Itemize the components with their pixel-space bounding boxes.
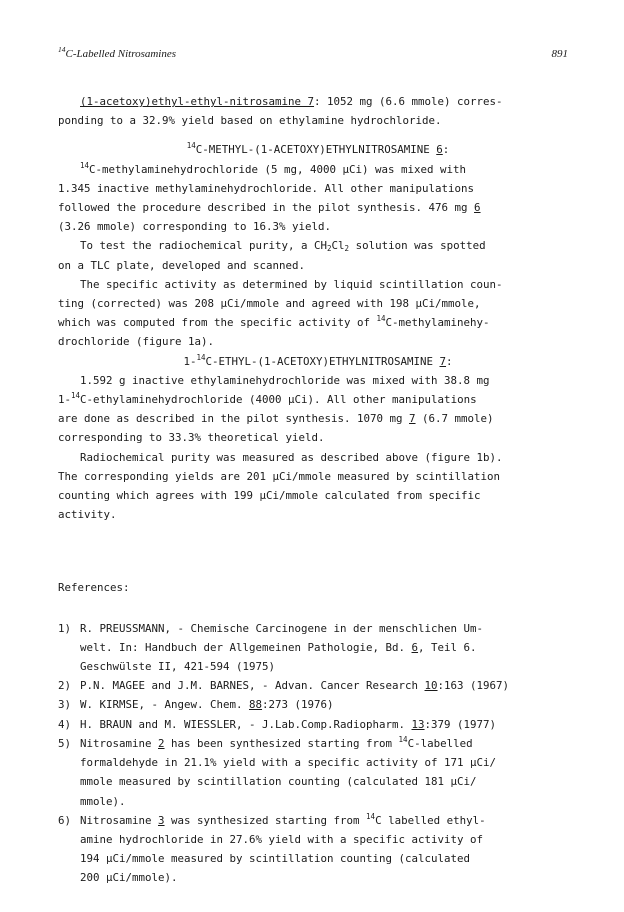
volume-number: 6 [411,640,419,654]
volume-number: 13 [411,717,425,731]
section-heading-methyl: $^{14}$C-METHYL-(1-ACETOXY)ETHYLNITROSAMINE 6: [186,141,450,157]
body-text [58,92,578,888]
paragraph-2: $^{14}$C-methylaminehydrochloride (5 mg, 4000 µCi) was mixed with 1.345 inactive methylaminehydrochloride. All other manipulations followed the procedure described in the pilot synthesis. 476 mg 6 (3.26 mmole) corresponding to 16.3% yield. [58,160,481,234]
title-superscript: 14 [58,45,66,54]
compound-number: 7 [409,412,416,426]
compound-number: 7 [439,354,447,368]
reference-item: 2) P.N. MAGEE and J.M. BARNES, - Advan. Cancer Research 10:163 (1967) [58,676,578,695]
reference-number: 6) [58,813,72,827]
running-title-text: C-Labelled Nitrosamines [65,48,177,60]
reference-number: 3) [58,698,72,712]
paragraph-3: To test the radiochemical purity, a $CH_2Cl_2$ solution was spotted on a TLC plate, developed and scanned. [58,239,486,272]
reference-number: 1) [58,621,72,635]
reference-item: 4) H. BRAUN and M. WIESSLER, - J.Lab.Comp.Radiopharm. 13:379 (1977) [58,715,578,734]
references-heading: References: [58,581,130,595]
volume-number: 88 [249,698,263,712]
running-title [58,45,177,60]
section-gap [58,524,578,578]
paragraph-6: Radiochemical purity was measured as described above (figure 1b). The corresponding yields are 201 µCi/mmole measured by scintillation counting which agrees with 199 µCi/mmole calculated from specific activity. [58,450,503,522]
reference-item: 5) Nitrosamine 2 has been synthesized starting from $^{14}$C-labelled formaldehyde in 21.1% yield with a specific activity of 171 µCi/ mmole measured by scintillation counting (calculated 181 µCi/ mmole). [58,734,497,808]
reference-item: 1) R. PREUSSMANN, - Chemische Carcinogene in der menschlichen Um- welt. In: Handbuch der Allgemeinen Pathologie, Bd. 6, Teil 6. Geschwülste II, 421-594 (1975) [58,619,578,677]
running-header [58,45,568,64]
compound-number: 3 [158,813,165,827]
compound-number: 7 [307,95,315,108]
compound-number: 6 [474,201,481,215]
volume-number: 10 [424,679,438,693]
reference-number: 4) [58,717,72,731]
paragraph-5: 1.592 g inactive ethylaminehydrochloride was mixed with 38.8 mg 1-$^{14}$C-ethylaminehydrochloride (4000 µCi). All other manipulations are done as described in the pilot synthesis. 1070 mg 7 (6.7 mmole) corresponding to 33.3% theoretical yield. [58,373,494,445]
reference-list [58,619,578,888]
reference-number: 5) [58,736,72,750]
section-heading-ethyl: 1-$^{14}$C-ETHYL-(1-ACETOXY)ETHYLNITROSAMINE 7: [183,352,453,368]
reference-number: 2) [58,679,72,693]
compound-name: (1-acetoxy)ethyl-ethyl-nitrosamine [80,95,308,108]
compound-number: 2 [158,736,165,750]
reference-item: 6) Nitrosamine 3 was synthesized starting from $^{14}$C labelled ethyl- amine hydrochloride in 27.6% yield with a specific activity of 194 µCi/mmole measured by scintillation counting (calculated 200 µCi/mmole). [58,811,486,885]
paragraph-4: The specific activity as determined by liquid scintillation coun- ting (corrected) was 208 µCi/mmole and agreed with 198 µCi/mmole, which was computed from the specific activity of $^{14}$C-methylaminehy- drochloride (figure 1a). [58,277,503,349]
page-number: 891 [551,48,568,60]
reference-item: 3) W. KIRMSE, - Angew. Chem. 88:273 (1976) [58,695,578,714]
compound-number: 6 [436,143,443,157]
paragraph-1: (1-acetoxy)ethyl-ethyl-nitrosamine 7: 1052 mg (6.6 mmole) corres- ponding to a 32.9% yield based on ethylamine hydrochloride. [58,95,503,128]
